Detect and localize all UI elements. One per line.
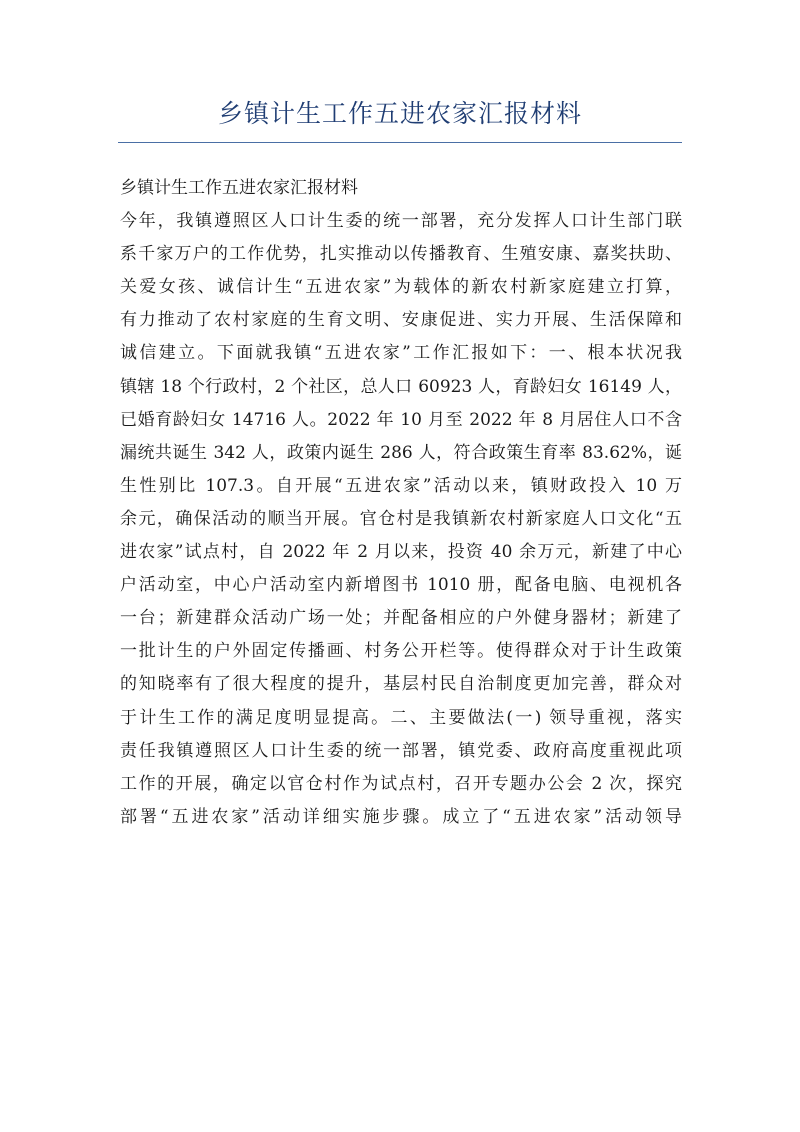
- body-line: 已婚育龄妇女 14716 人。2022 年 10 月至 2022 年 8 月居住人口不含: [120, 409, 682, 430]
- body-line: 漏统共诞生 342 人，政策内诞生 286 人，符合政策生育率 83.62%，诞: [120, 442, 682, 463]
- document-subtitle: 乡镇计生工作五进农家汇报材料: [120, 178, 358, 198]
- document-body: [120, 172, 682, 834]
- body-line: 工作的开展，确定以官仓村作为试点村，召开专题办公会 2 次，探究: [120, 773, 682, 794]
- body-line: 于计生工作的满足度明显提高。二、主要做法(一) 领导重视，落实: [120, 707, 682, 728]
- body-line: 进农家”试点村，自 2022 年 2 月以来，投资 40 余万元，新建了中心: [120, 542, 682, 563]
- title-divider: [118, 142, 682, 143]
- body-line: 责任我镇遵照区人口计生委的统一部署，镇党委、政府高度重视此项: [120, 740, 682, 761]
- document-title: 乡镇计生工作五进农家汇报材料: [217, 99, 582, 128]
- body-line: 余元，确保活动的顺当开展。官仓村是我镇新农村新家庭人口文化“五: [120, 508, 682, 529]
- body-line: 诚信建立。下面就我镇“五进农家”工作汇报如下：一、根本状况我: [120, 343, 682, 364]
- body-line: 镇辖 18 个行政村，2 个社区，总人口 60923 人，育龄妇女 16149 人，: [120, 376, 682, 397]
- body-line: 户活动室，中心户活动室内新增图书 1010 册，配备电脑、电视机各: [120, 575, 682, 596]
- body-line: 今年，我镇遵照区人口计生委的统一部署，充分发挥人口计生部门联: [120, 211, 682, 232]
- body-line: 系千家万户的工作优势，扎实推动以传播教育、生殖安康、嘉奖扶助、: [120, 244, 682, 265]
- body-line: 部署“五进农家”活动详细实施步骤。成立了“五进农家”活动领导: [120, 806, 682, 827]
- body-line: 关爱女孩、诚信计生“五进农家”为载体的新农村新家庭建立打算，: [120, 277, 682, 298]
- body-line: 一台；新建群众活动广场一处；并配备相应的户外健身器材；新建了: [120, 608, 682, 629]
- body-line: 生性别比 107.3。自开展“五进农家”活动以来，镇财政投入 10 万: [120, 475, 682, 496]
- body-line: 有力推动了农村家庭的生育文明、安康促进、实力开展、生活保障和: [120, 310, 682, 331]
- body-line: 的知晓率有了很大程度的提升，基层村民自治制度更加完善，群众对: [120, 674, 682, 695]
- body-line: 一批计生的户外固定传播画、村务公开栏等。使得群众对于计生政策: [120, 641, 682, 662]
